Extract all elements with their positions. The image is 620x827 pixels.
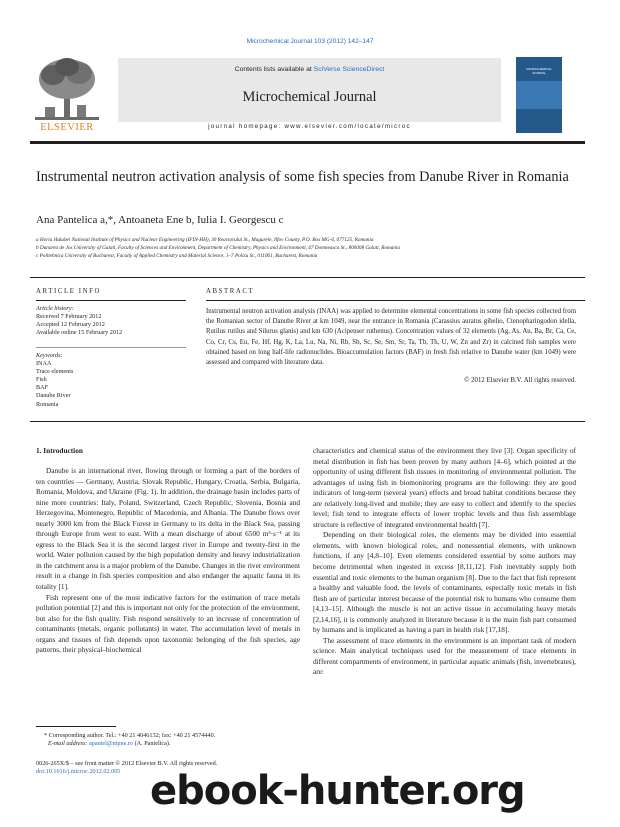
- keyword: Danube River: [36, 392, 71, 400]
- history-label: Article history:: [36, 305, 74, 312]
- history-online: Available online 15 February 2012: [36, 329, 123, 337]
- article-history: [36, 305, 186, 337]
- sciencedirect-link[interactable]: SciVerse ScienceDirect: [313, 66, 385, 73]
- journal-homepage[interactable]: journal homepage: www.elsevier.com/locate/microc: [118, 122, 501, 132]
- journal-cover-thumbnail: [516, 57, 562, 133]
- journal-title: Microchemical Journal: [242, 89, 377, 105]
- watermark-text: ebook-hunter.org: [150, 768, 525, 814]
- section-heading: 1. Introduction: [36, 446, 83, 455]
- info-rule: [36, 300, 186, 301]
- keyword: INAA: [36, 360, 52, 368]
- email-suffix: (A. Pantelica).: [134, 740, 171, 747]
- abstract-rule: [206, 300, 585, 301]
- paragraph: Fish represent one of the most indicative factors for the estimation of trace metals pollution potential [2] and this is important not only for the protection of the environment, but also for the fish quality. Fish respond sensitively to an increase of concentration of contaminants (metals, organic pollutants) in water. The accumulation level of metals in organs and tissues of fish depends upon taxonomic belonging of the fish species, age patterns, their physical–biochemical: [36, 592, 300, 655]
- keywords-rule: [36, 347, 186, 348]
- article-title: Instrumental neutron activation analysis of some fish species from Danube River in Romania: [36, 169, 569, 185]
- affiliation-a: a Horia Hulubei National Institute of Physics and Nuclear Engineering (IFIN-HH), 30 Reactorului St., Magurele, Ilfov County, P.O. Box MG-6, 077125, Romania: [36, 237, 374, 243]
- email-label: E-mail address:: [48, 740, 88, 747]
- elsevier-wordmark: ELSEVIER: [40, 122, 94, 133]
- keywords-label: Keywords:: [36, 352, 63, 359]
- keyword: Fish: [36, 376, 47, 384]
- paragraph: characteristics and chemical status of the environment they live [3]. Organ specificity of metal distribution in fish has been proven by many authors [4–6], which pointed at the opportunity of using different fish tissues in monitoring of environmental pollution. The advantages of using fish in biomonitoring programs are the following: they are good indicators of long-term (several years) effects and broad habitat conditions because they are relatively long-lived and mobile; they are easy to collect and identify to the species level; fish tend to integrate effects of lower trophic levels and thus fish assemblage structure is reflective of integrated environmental health [7].: [313, 446, 576, 529]
- email-link[interactable]: apantel@nipne.ro: [89, 740, 134, 747]
- footnote-rule: [36, 726, 116, 727]
- history-accepted: Accepted 12 February 2012: [36, 321, 105, 329]
- copyright-line: © 2012 Elsevier B.V. All rights reserved.: [464, 377, 576, 384]
- history-received: Received 7 February 2012: [36, 313, 102, 321]
- keyword: Romania: [36, 400, 59, 408]
- contents-prefix: Contents lists available at: [234, 66, 314, 73]
- issn-line: 0026-265X/$ – see front matter © 2012 Elsevier B.V. All rights reserved.: [36, 760, 218, 767]
- right-column: [313, 446, 576, 678]
- journal-reference[interactable]: Microchemical Journal 103 (2012) 142–147: [246, 38, 374, 45]
- article-info-heading: ARTICLE INFO: [36, 288, 102, 295]
- corresponding-author: * Corresponding author. Tel.: +40 21 4046132; fax: +40 21 4574440.: [44, 732, 216, 739]
- abstract-text: Instrumental neutron activation analysis (INAA) was applied to determine elemental concentrations in some fish species collected from the Romanian sector of Danube River at km 1049, near the entrance in Romania (Carassius auratus gibelio, Ctenopharingodon idella, Rutilus rutilus and Silurus glanis) and km 630 (Acipenser ruthenus). Concentration values of 32 elements (Ag, As, Au, Ba, Br, Ca, Ce, Co, Cr, Cs, Eu, Fe, Hf, Hg, K, La, Lu, Na, Ni, Rb, Sb, Sc, Se, Sm, Sr, Ta, Tb, Th, U, W, Zn and Zr) in calcined fish samples were obtained based on long half-life radionuclides. Bioaccumulation factors (BAF) in fresh fish relative to Danube water (km 1049) were assessed and compared with literature data.: [206, 308, 576, 367]
- keywords-block: [36, 352, 186, 409]
- affiliation-c: c Politehnica University of Bucharest, Faculty of Applied Chemistry and Material Science, 1–7 Polizu St., 011061, Bucharest, Romania: [36, 253, 318, 259]
- contents-line: [118, 66, 501, 73]
- doi-link[interactable]: doi:10.1016/j.microc.2012.02.005: [36, 768, 121, 775]
- affiliation-b: b Dunarea de Jos University of Galati, Faculty of Sciences and Environment, Department of Chemistry, Physics and Environment, 47 Domneasca St., 800008 Galati, Romania: [36, 245, 400, 251]
- email-line: [48, 740, 308, 748]
- paragraph: Depending on their biological roles, the elements may be divided into essential elements, with known biological roles, and nonessential elements, with unknown functions, if any [4,8–10]. Even elements considered essential by some authors may become detrimental when ingested in excess [8,11,12]. Fish inevitably supply both essential and toxic elements to the human organism [8]. Due to the fact that fish represent a healthy and valuable food, the levels of contaminants, especially toxic metals in fish flesh are of particular interest because of the potential risk to humans who consume them [4,13–15]. Although the muscle is not an active tissue in accumulating heavy metals [2,14,16], it is commonly analyzed in literature because it is the main fish part consumed by humans and is implicated as having a part in health risk [17,18].: [313, 530, 576, 635]
- keyword: BAF: [36, 384, 49, 392]
- abstract-heading: ABSTRACT: [206, 288, 255, 295]
- author-list: Ana Pantelica a,*, Antoaneta Ene b, Iulia I. Georgescu c: [36, 214, 284, 226]
- title-rule: [30, 277, 585, 278]
- cover-title: MICROCHEMICAL JOURNAL: [526, 67, 552, 75]
- left-column: [36, 466, 300, 656]
- cover-band: [516, 81, 562, 109]
- paragraph: The assessment of trace elements in the environment is an important task of modern science. Main analytical techniques used for the measurement of trace elements in different compartments of environment, in particular aquatic animals (fish, invertebrates), are:: [313, 635, 576, 677]
- keyword: Trace elements: [36, 368, 74, 376]
- paragraph: Danube is an international river, flowing through or forming a part of the borders of ten countries — Germany, Austria, Slovak Republic, Hungary, Croatia, Serbia, Bulgaria, Romania, Moldova, and Ukraine (Fig. 1). In addition, the drainage basin includes parts of nine more countries: Italy, Poland, Switzerland, Czech Republic, Slovenia, Bosnia and Herzegovina, Montenegro, Republic of Macedonia, and Albania. The Danube flows over nearly 3000 km from the Black Forest in Germany to its delta in the Black Sea, passing through Europe from west to east. With a mean discharge of about 6500 m³·s⁻¹ at its egress to the Black Sea it is the second largest river in Europe and twenty-first in the world. Water pollution caused by the high population density and heavy industrialization in the catchment area is a major problem of the Danube. Changes in the river environment result in a change in fish species composition and also endanger the aquatic fauna in its totality [1].: [36, 466, 300, 592]
- abstract-bottom-rule: [30, 421, 585, 422]
- header-rule: [30, 141, 585, 144]
